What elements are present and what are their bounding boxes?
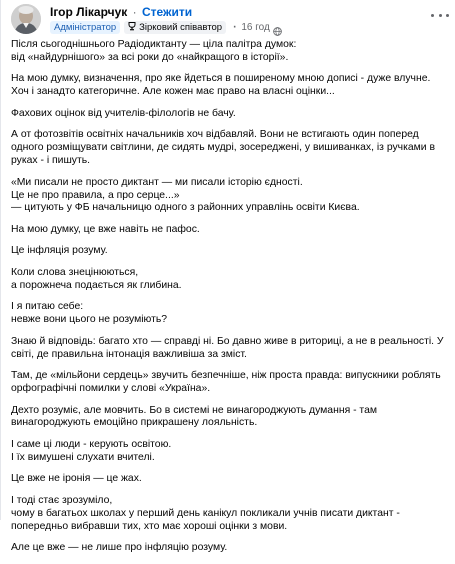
post-text-line: Фахових оцінок від учителів-філологів не бачу. — [11, 107, 236, 119]
post-header — [11, 4, 451, 34]
post-text-line: Але це вже — не лише про інфляцію розуму. — [11, 542, 228, 554]
post-text-line: Це вже не іронія — це жах. — [11, 473, 142, 485]
avatar-photo-icon — [11, 4, 41, 34]
post-paragraph — [11, 495, 449, 534]
admin-badge-label: Адміністратор — [54, 21, 117, 33]
post-text-line: На мою думку, визначення, про яке йдеться в поширеному мною дописі - дуже влучне. — [11, 73, 431, 85]
post-paragraph — [11, 267, 449, 293]
post-paragraph — [11, 301, 449, 327]
post-text-line: І я питаю себе: — [11, 301, 84, 313]
post-text-line: Там, де «мільйони сердець» звучить безпечніше, ніж проста правда: випускники роблять — [11, 370, 441, 382]
post-text-line: На мою думку, це вже навіть не пафос. — [11, 223, 200, 235]
trophy-icon — [128, 22, 136, 33]
post-text-line: від «найдурнішого» за всі роки до «найкращого в історії». — [11, 51, 289, 63]
post-text-line: Після сьогоднішнього Радіодиктанту — ціла палітра думок: — [11, 39, 297, 50]
post-paragraph — [11, 129, 449, 168]
post-text-line: «Ми писали не просто диктант — ми писали історію єдності. — [11, 176, 303, 188]
post-paragraph — [11, 224, 449, 237]
post-text-line: орфографічні помилки у слові «Україна». — [11, 383, 211, 395]
post-paragraph — [11, 542, 449, 555]
post-text-line: Хоч і занадто категоричне. Але кожен має право на власні оцінки... — [11, 86, 335, 98]
separator-dot-2: · — [232, 18, 238, 35]
post-text-line: попередньо вибравши тих, хто має хороші оцінки з мови. — [11, 520, 288, 532]
post-text-line: невже вони цього не розуміють? — [11, 314, 168, 326]
post-text-line: — цитують у ФБ начальницю одного з районних управлінь освіти Києва. — [11, 202, 360, 214]
post-text-line: І тоді стає зрозуміло, — [11, 494, 113, 506]
star-contributor-badge[interactable] — [124, 21, 226, 34]
star-contributor-label: Зірковий співавтор — [139, 21, 223, 33]
author-line — [50, 5, 192, 19]
post-text-line: одного розміщувати світлини, де сидять мудрі, зосереджені, у вишиванках, із ручками в — [11, 142, 435, 154]
more-options-icon[interactable] — [431, 8, 449, 22]
post-paragraph — [11, 336, 449, 362]
post-paragraph — [11, 39, 449, 65]
post-text-line: винагороджують емоційно прикрашену лояльність. — [11, 417, 258, 429]
author-badges — [50, 20, 282, 34]
author-name[interactable]: Ігор Лікарчук — [50, 5, 128, 19]
post-paragraph — [11, 439, 449, 465]
post-text-line: І саме ці люди - керують освітою. — [11, 438, 172, 450]
post-text-line: Це не про правила, а про серце...» — [11, 189, 180, 201]
post-text-line: а порожнеча подається як глибина. — [11, 279, 182, 291]
post-paragraph — [11, 245, 449, 258]
follow-link[interactable]: Стежити — [141, 5, 193, 19]
post-text-line: Знаю й відповідь: багато хто — справді ні. Бо давно живе в риториці, а не в реальності. У — [11, 335, 444, 347]
post-text-line: А от фотозвітів освітніх начальників хоч відбавляй. Вони не встигають один поперед — [11, 129, 419, 141]
post-paragraph — [11, 73, 449, 99]
globe-icon — [273, 23, 282, 32]
post-text-line: І їх вимушені слухати вчителі. — [11, 451, 155, 463]
post-paragraph — [11, 473, 449, 486]
post-paragraph — [11, 177, 449, 216]
post-text-line: Дехто розуміє, але мовчить. Бо в системі не винагороджують думання - там — [11, 404, 377, 416]
post-text-line: Коли слова знецінюються, — [11, 266, 139, 278]
post-paragraph — [11, 108, 449, 121]
separator-dot: · — [132, 5, 137, 19]
author-avatar[interactable] — [11, 4, 41, 34]
post-paragraph — [11, 370, 449, 396]
post-paragraph — [11, 405, 449, 431]
post-text-line: чому в багатьох школах у перший день канікул покликали учнів писати диктант - — [11, 507, 400, 519]
post-body — [11, 39, 449, 564]
post-time[interactable]: 16 год — [241, 21, 270, 33]
admin-badge[interactable] — [50, 21, 120, 34]
post-text-line: світі, де правильна інтонація важливіша за зміст. — [11, 348, 247, 360]
post-text-line: Це інфляція розуму. — [11, 245, 108, 257]
post-text-line: руках - і пишуть. — [11, 155, 91, 167]
